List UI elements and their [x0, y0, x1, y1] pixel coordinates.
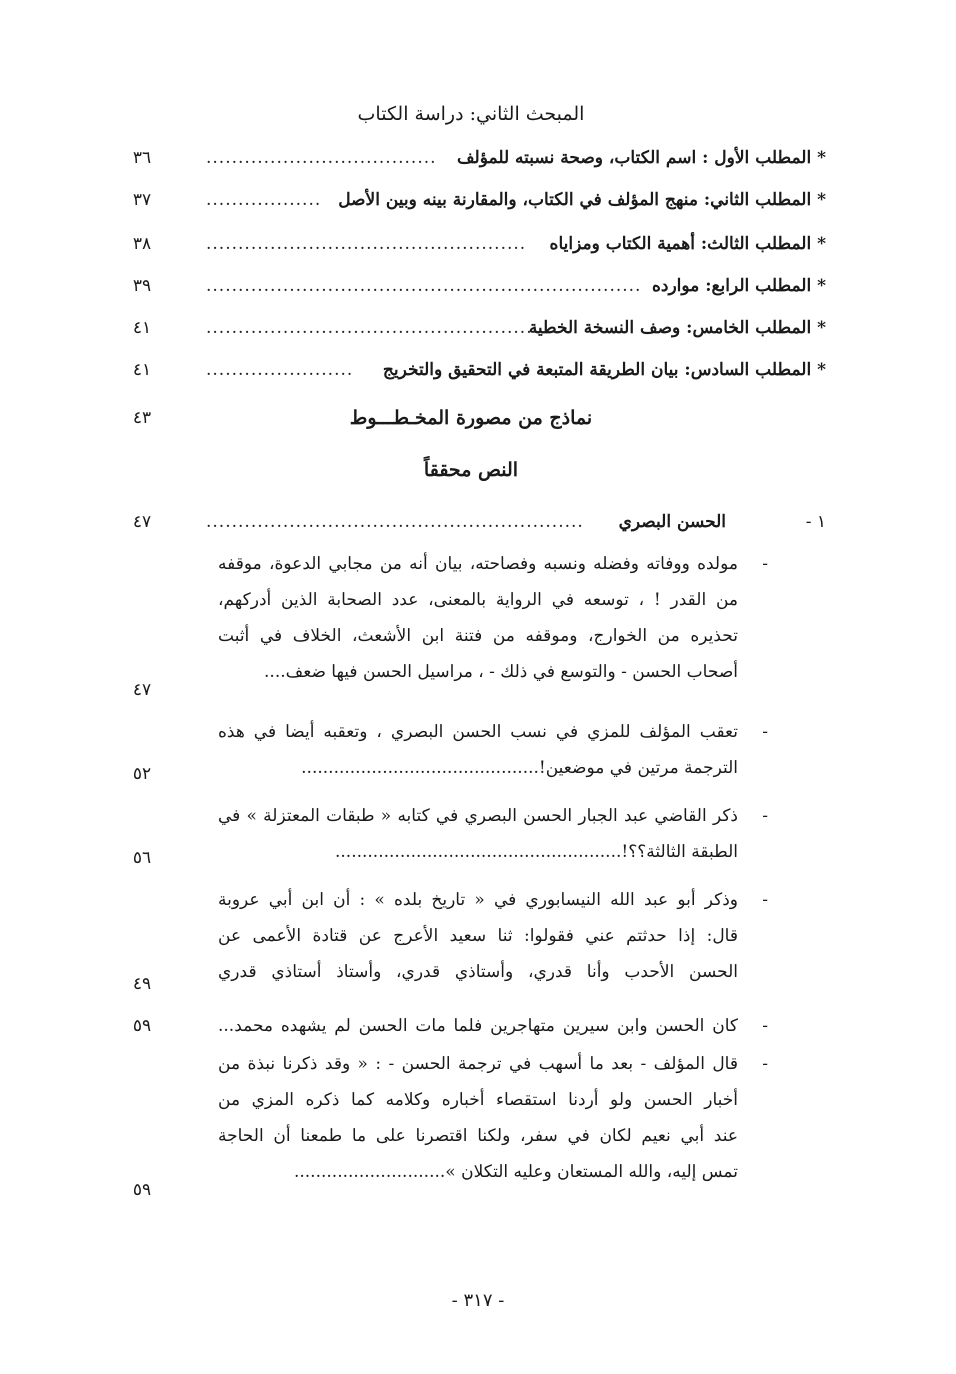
manuscript-heading: نماذج من مصورة المخـطـــوط	[349, 407, 593, 429]
item-1	[218, 546, 768, 690]
section-heading: المبحث الثاني: دراسة الكتاب	[357, 103, 585, 125]
toc-dots: ..................	[206, 190, 322, 210]
toc-page: ٤١	[132, 318, 152, 338]
toc-dots: ....................................	[206, 148, 437, 168]
item-line: من القدر ! ، توسعه في الرواية بالمعنى، عدد الصحابة الذين أدركهم،	[218, 590, 738, 610]
item-line: أخبار الحسن ولو أردنا استقصاء أخباره وكلامه كما ذكره المزي من	[218, 1090, 738, 1110]
item-dash: -	[762, 554, 768, 574]
item-5-page-row	[116, 1008, 826, 1044]
page-number: - ٣١٧ -	[451, 1290, 505, 1311]
entry-line	[116, 504, 826, 540]
toc-page: ٤١	[132, 360, 152, 380]
toc-page: ٣٩	[132, 276, 152, 296]
entry-dots: ...........................................................	[206, 512, 584, 532]
item-line: تمس إليه، والله المستعان وعليه التكلان »............................	[293, 1162, 738, 1182]
text-heading: النص محققاً	[423, 459, 519, 481]
item-dash: -	[762, 722, 768, 742]
manuscript-line	[116, 400, 826, 436]
manuscript-page: ٤٣	[132, 408, 152, 428]
item-line: عند أبي نعيم لكان في سفر، ولكنا اقتصرنا على ما طمعنا أن الحاجة	[218, 1126, 738, 1146]
item-page: ٤٧	[132, 680, 152, 700]
item-line: الترجمة مرتين في موضعين!............................................	[301, 758, 738, 778]
item-line: تحذيره من الخوارج، وموقفه من فتنة ابن الأشعث، الخلاف في أثبت	[218, 626, 738, 646]
entry-number: ١ -	[805, 512, 826, 532]
toc-line-2	[116, 182, 826, 218]
item-line: الطبقة الثالثة؟؟!.....................................................	[334, 842, 738, 862]
item-dash: -	[762, 1016, 768, 1036]
toc-text: * المطلب الثالث: أهمية الكتاب ومزاياه	[549, 234, 826, 254]
toc-text: * المطلب الخامس: وصف النسخة الخطية	[528, 318, 826, 338]
item-line: قال المؤلف - بعد ما أسهب في ترجمة الحسن - : « وقد ذكرنا نبذة من	[218, 1054, 738, 1074]
item-line: تعقب المؤلف للمزي في نسب الحسن البصري ، وتعقبه أيضا في هذه	[218, 722, 738, 742]
item-line: مولده ووفاته وفضله ونسبه وفصاحته، بيان أنه من مجابي الدعوة، موقفه	[218, 554, 738, 574]
item-dash: -	[762, 890, 768, 910]
entry-page: ٤٧	[132, 512, 152, 532]
toc-line-3	[116, 226, 826, 262]
item-1-page-row	[116, 672, 826, 708]
toc-page: ٣٦	[132, 148, 152, 168]
item-page: ٤٩	[132, 974, 152, 994]
item-line: الحسن الأحدب وأنا قدري، وأستاذي قدري، وأستاذ أستاذي قدري	[218, 962, 738, 982]
item-6-page-row	[116, 1172, 826, 1208]
item-4-page-row	[116, 966, 826, 1002]
toc-line-1	[116, 140, 826, 176]
item-dash: -	[762, 1054, 768, 1074]
item-page: ٥٦	[132, 848, 152, 868]
item-line: قال: إذا حدثتم عني فقولوا: ثنا سعيد الأعرج عن قتادة الأعمى عن	[218, 926, 738, 946]
toc-dots: ....................................................	[206, 318, 539, 338]
toc-line-5	[116, 310, 826, 346]
item-3-page-row	[116, 840, 826, 876]
toc-page: ٣٨	[132, 234, 152, 254]
toc-text: * المطلب الثاني: منهج المؤلف في الكتاب، والمقارنة بينه وبين الأصل	[338, 190, 826, 210]
item-line: وذكر أبو عبد الله النيسابوري في « تاريخ بلده » : أن ابن أبي عروبة	[218, 890, 738, 910]
item-dash: -	[762, 806, 768, 826]
toc-page: ٣٧	[132, 190, 152, 210]
item-line: كان الحسن وابن سيرين متهاجرين فلما مات الحسن لم يشهده محمد...	[218, 1016, 738, 1036]
toc-line-6	[116, 352, 826, 388]
toc-text: * المطلب الرابع: موارده	[651, 276, 826, 296]
item-page: ٥٢	[132, 764, 152, 784]
toc-text: * المطلب السادس: بيان الطريقة المتبعة في التحقيق والتخريج	[382, 360, 826, 380]
toc-text: * المطلب الأول : اسم الكتاب، وصحة نسبته للمؤلف	[456, 148, 826, 168]
toc-dots: ..................................................	[206, 234, 527, 254]
item-line: أصحاب الحسن - والتوسع في ذلك - ، مراسيل الحسن فيها ضعف....	[264, 662, 738, 682]
item-line: ذكر القاضي عبد الجبار الحسن البصري في كتابه « طبقات المعتزلة » في	[218, 806, 738, 826]
item-2-page-row	[116, 756, 826, 792]
item-6	[218, 1046, 768, 1190]
toc-line-4	[116, 268, 826, 304]
item-page: ٥٩	[132, 1016, 152, 1036]
toc-dots: .......................	[206, 360, 354, 380]
item-page: ٥٩	[132, 1180, 152, 1200]
entry-title: الحسن البصري	[618, 512, 726, 532]
toc-dots: ....................................................................	[206, 276, 642, 296]
